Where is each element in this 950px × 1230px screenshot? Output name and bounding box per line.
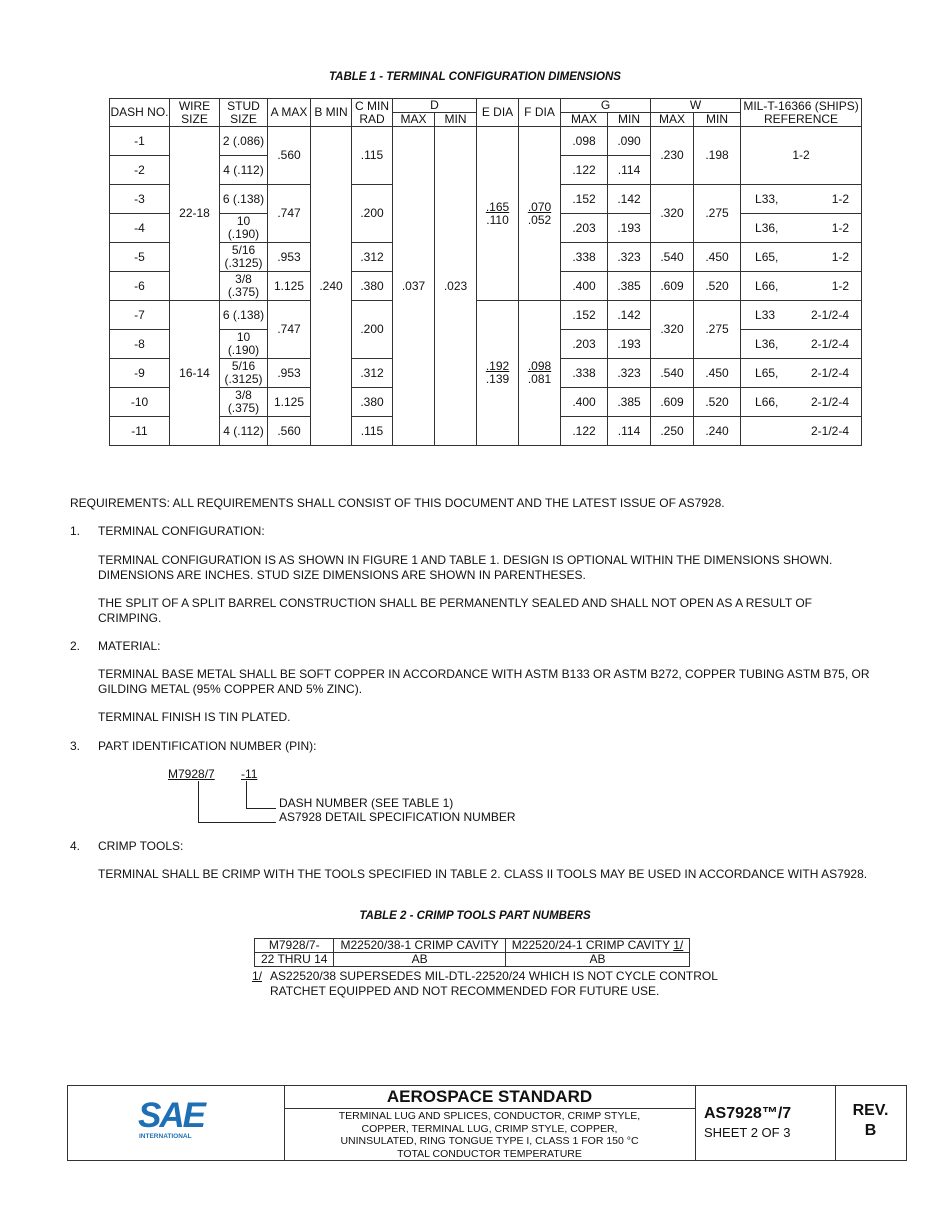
- logo-cell: [68, 1086, 285, 1160]
- paragraph: THE SPLIT OF A SPLIT BARREL CONSTRUCTION SHALL BE PERMANENTLY SEALED AND SHALL NOT OPEN AS A RESULT OF CRIMPING.: [98, 596, 812, 625]
- doc-number: AS7928™/7: [704, 1105, 792, 1122]
- stud-cell: 5/16 (.3125): [220, 243, 268, 272]
- stud-cell: 6 (.138): [220, 301, 268, 330]
- f-dia-bottom: .081: [527, 372, 552, 386]
- dash-cell: -2: [110, 156, 170, 185]
- w-min-cell: .240: [694, 417, 741, 446]
- ref-a: L65,: [755, 249, 779, 264]
- ref-a: L36,: [755, 336, 779, 351]
- g-max-cell: .338: [561, 359, 608, 388]
- paragraph: TERMINAL CONFIGURATION IS AS SHOWN IN FIGURE 1 AND TABLE 1. DESIGN IS OPTIONAL WITHIN THE DIMENSIONS SHOWN. DIMENSIONS ARE INCHES. STUD SIZE DIMENSIONS ARE SHOWN IN PARENTHESES.: [98, 553, 833, 582]
- table2-caption: TABLE 2 - CRIMP TOOLS PART NUMBERS: [359, 910, 591, 922]
- g-min-cell: .090: [608, 127, 651, 156]
- col-d-min: MIN: [435, 113, 477, 127]
- f-dia-bottom: .052: [527, 212, 552, 227]
- wire-cell: 22-18: [170, 127, 220, 301]
- dash-cell: -11: [110, 417, 170, 446]
- terminal-dimensions-table: [109, 98, 862, 446]
- header-cell: M7928/7-: [255, 939, 334, 953]
- c-cell: .380: [352, 388, 393, 417]
- g-max-cell: .400: [561, 388, 608, 417]
- dash-cell: -8: [110, 330, 170, 359]
- g-max-cell: .400: [561, 272, 608, 301]
- sae-logo-sub: INTERNATIONAL: [139, 1133, 192, 1140]
- standard-description: TERMINAL LUG AND SPLICES, CONDUCTOR, CRIMP STYLE, COPPER, TERMINAL LUG, CRIMP STYLE, COPPER, UNINSULATED, RING TONGUE TYPE I, CLASS 1 FOR 150 °C TOTAL CONDUCTOR TEMPERATURE: [338, 1110, 641, 1160]
- col-g: G: [561, 99, 651, 113]
- g-min-cell: .142: [608, 185, 651, 214]
- w-min-cell: .450: [694, 243, 741, 272]
- pin-spec-desc: AS7928 DETAIL SPECIFICATION NUMBER: [279, 810, 516, 824]
- table-row: [110, 127, 862, 156]
- pin-base: M7928/7: [168, 767, 215, 781]
- ref-a: L66,: [755, 278, 779, 293]
- ref-cell: 1-2: [741, 127, 862, 185]
- col-b: B MIN: [311, 99, 352, 127]
- stud-cell: 10 (.190): [220, 330, 268, 359]
- f-dia-top: .098: [527, 359, 552, 373]
- w-min-cell: .275: [694, 185, 741, 243]
- f-dia-cell: [519, 127, 561, 301]
- table-cell: AB: [334, 953, 505, 967]
- pin-dash-desc: DASH NUMBER (SEE TABLE 1): [279, 796, 454, 810]
- e-dia-bottom: .110: [486, 212, 509, 227]
- w-max-cell: .609: [651, 388, 694, 417]
- c-cell: .115: [352, 127, 393, 185]
- g-max-cell: .122: [561, 156, 608, 185]
- g-max-cell: .152: [561, 185, 608, 214]
- table1-caption: TABLE 1 - TERMINAL CONFIGURATION DIMENSIONS: [329, 71, 621, 83]
- col-g-max: MAX: [561, 113, 608, 127]
- ref-a: L36,: [755, 220, 779, 235]
- col-d-max: MAX: [393, 113, 435, 127]
- d-min-cell: .023: [435, 127, 477, 446]
- sae-logo: SAE: [138, 1096, 204, 1135]
- g-min-cell: .193: [608, 214, 651, 243]
- dash-cell: -6: [110, 272, 170, 301]
- b-cell: .240: [311, 127, 352, 446]
- doc-cell: [695, 1086, 836, 1160]
- w-min-cell: .198: [694, 127, 741, 185]
- g-max-cell: .203: [561, 330, 608, 359]
- section-number: 4.: [70, 839, 81, 853]
- ref-cell: [741, 185, 862, 214]
- w-max-cell: .230: [651, 127, 694, 185]
- w-min-cell: .450: [694, 359, 741, 388]
- ref-b: 2-1/2-4: [811, 423, 850, 438]
- ref-cell: [741, 301, 862, 330]
- g-min-cell: .323: [608, 243, 651, 272]
- pin-line: [246, 808, 276, 809]
- stud-cell: 4 (.112): [220, 417, 268, 446]
- w-max-cell: .250: [651, 417, 694, 446]
- g-max-cell: .098: [561, 127, 608, 156]
- stud-cell: 6 (.138): [220, 185, 268, 214]
- e-dia-cell: [477, 301, 519, 446]
- stud-cell: 3/8 (.375): [220, 388, 268, 417]
- w-min-cell: .520: [694, 388, 741, 417]
- stud-cell: 5/16 (.3125): [220, 359, 268, 388]
- ref-b: 1-2: [831, 191, 850, 206]
- col-w: W: [651, 99, 741, 113]
- stud-cell: 3/8 (.375): [220, 272, 268, 301]
- paragraph: TERMINAL SHALL BE CRIMP WITH THE TOOLS SPECIFIED IN TABLE 2. CLASS II TOOLS MAY BE USED IN ACCORDANCE WITH AS7928.: [98, 867, 868, 881]
- a-cell: .560: [268, 127, 311, 185]
- w-max-cell: .609: [651, 272, 694, 301]
- pin-line: [246, 781, 247, 809]
- crimp-tools-table: [254, 938, 690, 967]
- table-row: [110, 301, 862, 330]
- col-c: C MIN RAD: [352, 99, 393, 127]
- g-min-cell: .142: [608, 301, 651, 330]
- g-min-cell: .193: [608, 330, 651, 359]
- w-max-cell: .320: [651, 185, 694, 243]
- a-cell: .747: [268, 185, 311, 243]
- dash-cell: -7: [110, 301, 170, 330]
- c-cell: .115: [352, 417, 393, 446]
- ref-b: 2-1/2-4: [811, 336, 850, 351]
- e-dia-top: .192: [485, 359, 510, 373]
- a-cell: .747: [268, 301, 311, 359]
- table-cell: AB: [505, 953, 689, 967]
- col-a: A MAX: [268, 99, 311, 127]
- f-dia-cell: [519, 301, 561, 446]
- header-text: M22520/24-1 CRIMP CAVITY: [511, 938, 670, 952]
- w-min-cell: .520: [694, 272, 741, 301]
- col-f: F DIA: [519, 99, 561, 127]
- section-title: PART IDENTIFICATION NUMBER (PIN):: [98, 739, 317, 753]
- pin-dash: -11: [241, 767, 258, 781]
- w-max-cell: .320: [651, 301, 694, 359]
- table-row: [255, 953, 690, 967]
- w-max-cell: .540: [651, 359, 694, 388]
- g-min-cell: .323: [608, 359, 651, 388]
- col-dash: DASH NO.: [110, 99, 170, 127]
- dash-cell: -1: [110, 127, 170, 156]
- col-ref: MIL-T-16366 (SHIPS) REFERENCE: [741, 99, 862, 127]
- ref-b: 2-1/2-4: [811, 307, 850, 322]
- f-dia-top: .070: [527, 199, 552, 214]
- section-title: TERMINAL CONFIGURATION:: [98, 524, 265, 538]
- stud-cell: 4 (.112): [220, 156, 268, 185]
- col-stud: STUD SIZE: [220, 99, 268, 127]
- dash-cell: -4: [110, 214, 170, 243]
- ref-b: 1-2: [831, 249, 850, 264]
- a-cell: 1.125: [268, 272, 311, 301]
- ref-a: L33: [755, 307, 776, 322]
- ref-cell: [741, 417, 862, 446]
- header-cell: M22520/38-1 CRIMP CAVITY: [334, 939, 505, 953]
- ref-a: L65,: [755, 365, 779, 380]
- standard-title: AEROSPACE STANDARD: [284, 1086, 695, 1109]
- stud-cell: 10 (.190): [220, 214, 268, 243]
- sheet-number: SHEET 2 OF 3: [704, 1125, 791, 1140]
- ref-b: 2-1/2-4: [811, 365, 850, 380]
- g-max-cell: .338: [561, 243, 608, 272]
- ref-b: 1-2: [831, 220, 850, 235]
- c-cell: .380: [352, 272, 393, 301]
- col-e: E DIA: [477, 99, 519, 127]
- d-max-cell: .037: [393, 127, 435, 446]
- table-cell: 22 THRU 14: [255, 953, 334, 967]
- section-title: MATERIAL:: [98, 639, 161, 653]
- ref-cell: [741, 214, 862, 243]
- e-dia-cell: [477, 127, 519, 301]
- footnote-mark-text: 1/: [252, 969, 263, 983]
- g-max-cell: .152: [561, 301, 608, 330]
- a-cell: .953: [268, 243, 311, 272]
- section-title: CRIMP TOOLS:: [98, 839, 184, 853]
- c-cell: .200: [352, 301, 393, 359]
- ref-cell: [741, 243, 862, 272]
- ref-cell: [741, 272, 862, 301]
- g-min-cell: .385: [608, 272, 651, 301]
- pin-line: [198, 781, 199, 823]
- pin-diagram: [168, 767, 568, 827]
- dash-cell: -3: [110, 185, 170, 214]
- dash-cell: -9: [110, 359, 170, 388]
- section-number: 3.: [70, 739, 81, 753]
- w-min-cell: .275: [694, 301, 741, 359]
- ref-a: L66,: [755, 394, 779, 409]
- stud-cell: 2 (.086): [220, 127, 268, 156]
- e-dia-top: .165: [485, 199, 510, 214]
- a-cell: 1.125: [268, 388, 311, 417]
- table-row: [255, 939, 690, 953]
- c-cell: .312: [352, 359, 393, 388]
- col-g-min: MIN: [608, 113, 651, 127]
- ref-a: L33,: [755, 191, 779, 206]
- g-max-cell: .203: [561, 214, 608, 243]
- wire-cell: 16-14: [170, 301, 220, 446]
- c-cell: .200: [352, 185, 393, 243]
- e-dia-bottom: .139: [485, 372, 510, 386]
- g-max-cell: .122: [561, 417, 608, 446]
- g-min-cell: .114: [608, 156, 651, 185]
- g-min-cell: .385: [608, 388, 651, 417]
- col-wire: WIRE SIZE: [170, 99, 220, 127]
- ref-cell: [741, 359, 862, 388]
- requirements-text: REQUIREMENTS: ALL REQUIREMENTS SHALL CONSIST OF THIS DOCUMENT AND THE LATEST ISSUE OF AS7928.: [70, 496, 725, 510]
- w-max-cell: .540: [651, 243, 694, 272]
- col-w-min: MIN: [694, 113, 741, 127]
- note-ref: 1/: [673, 938, 684, 952]
- a-cell: .560: [268, 417, 311, 446]
- rev-label: REV.: [852, 1102, 889, 1119]
- c-cell: .312: [352, 243, 393, 272]
- header-cell: [505, 939, 689, 953]
- title-cell: [284, 1086, 696, 1160]
- g-min-cell: .114: [608, 417, 651, 446]
- paragraph: TERMINAL BASE METAL SHALL BE SOFT COPPER IN ACCORDANCE WITH ASTM B133 OR ASTM B272, COPPER TUBING ASTM B75, OR GILDING METAL (95% COPPER AND 5% ZINC).: [98, 667, 870, 696]
- dash-cell: -5: [110, 243, 170, 272]
- col-w-max: MAX: [651, 113, 694, 127]
- a-cell: .953: [268, 359, 311, 388]
- section-number: 1.: [70, 524, 81, 538]
- rev-value: B: [864, 1122, 877, 1139]
- ref-cell: [741, 388, 862, 417]
- footnote-text: AS22520/38 SUPERSEDES MIL-DTL-22520/24 WHICH IS NOT CYCLE CONTROL RATCHET EQUIPPED AND NOT RECOMMENDED FOR FUTURE USE.: [270, 969, 718, 998]
- section-number: 2.: [70, 639, 81, 653]
- col-d: D: [393, 99, 477, 113]
- ref-b: 1-2: [831, 278, 850, 293]
- rev-cell: [835, 1086, 906, 1160]
- footnote-mark: [252, 969, 262, 983]
- dash-cell: -10: [110, 388, 170, 417]
- ref-cell: [741, 330, 862, 359]
- title-block: [67, 1085, 907, 1161]
- ref-b: 2-1/2-4: [811, 394, 850, 409]
- pin-line: [198, 822, 276, 823]
- paragraph: TERMINAL FINISH IS TIN PLATED.: [98, 710, 291, 724]
